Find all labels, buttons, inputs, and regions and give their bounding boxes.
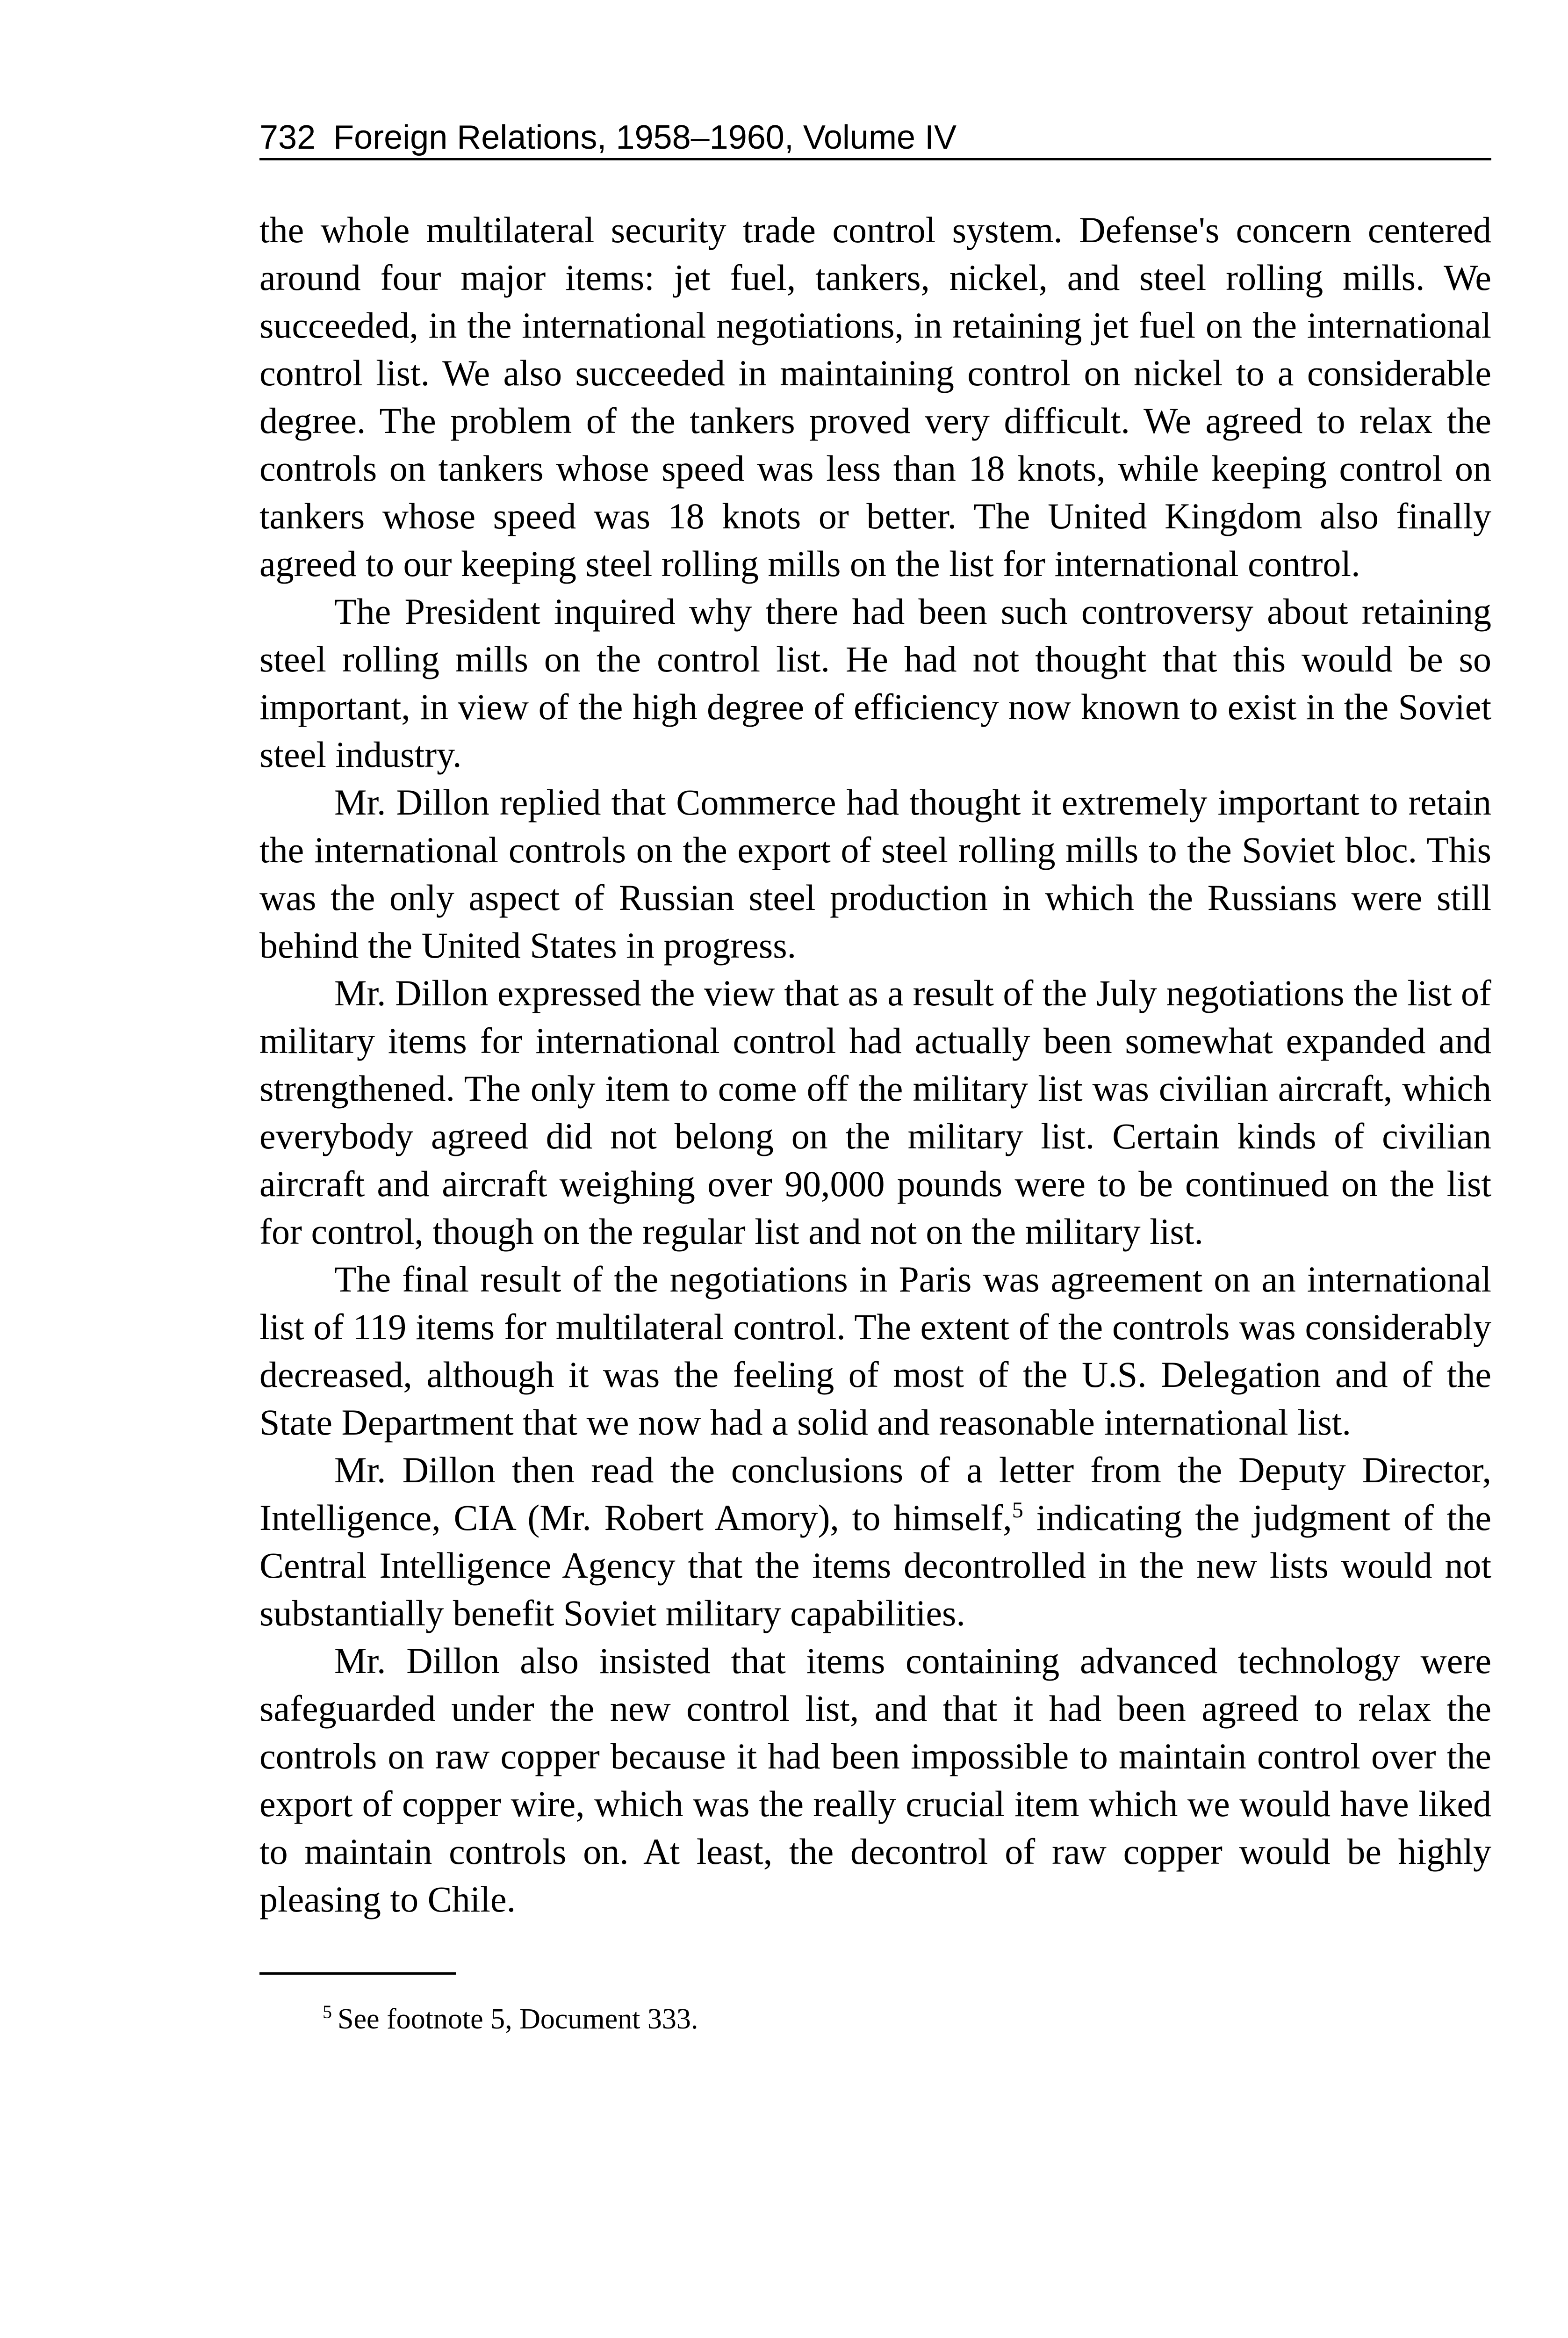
body-text bbox=[259, 206, 1491, 1923]
paragraph-military-list: Mr. Dillon expressed the view that as a result of the July negotiations the list of military items for international control had actually been somewhat expanded and strengthened. The only item to come off the military list was civilian aircraft, which everybody agreed did not belong on the military list. Certain kinds of civilian aircraft and aircraft weighing over 90,000 pounds were to be continued on the list for control, though on the regular list and not on the military list. bbox=[259, 973, 1491, 1252]
paragraph-dillon-reply: Mr. Dillon replied that Commerce had thought it extremely important to retain the international controls on the export of steel rolling mills to the Soviet bloc. This was the only aspect of Russian steel production in which the Russians were still behind the United States in progress. bbox=[259, 782, 1491, 966]
footnote-reference: 5 bbox=[1012, 1498, 1023, 1523]
paragraph-technology-copper: Mr. Dillon also insisted that items containing advanced technology were safeguarded under the new control list, and that it had been agreed to relax the controls on raw copper because it had been impossible to maintain control over the export of copper wire, which was the really crucial item which we would have liked to maintain controls on. At least, the decontrol of raw copper would be highly pleasing to Chile. bbox=[259, 1640, 1491, 1919]
footnote bbox=[259, 2000, 1491, 2038]
amory-text-before: Mr. Dillon then read the conclusions of a letter from the Deputy Director, Intelligence, CIA (Mr. Robert Amory), to himself, bbox=[259, 1450, 1491, 1538]
page-number: 732 bbox=[259, 119, 316, 156]
footnote-divider bbox=[259, 1972, 456, 1975]
paragraph-paris-result: The final result of the negotiations in Paris was agreement on an international list of 119 items for multilateral control. The extent of the controls was considerably decreased, although it was the feeling of most of the U.S. Delegation and of the State Department that we now had a solid and reasonable international list. bbox=[259, 1259, 1491, 1443]
footnote-marker: 5 bbox=[323, 2001, 332, 2023]
paragraph-amory-letter bbox=[259, 1446, 1491, 1637]
amory-text-after: indicating the judgment of the Central Intelligence Agency that the items decontrolled in the new lists would not substantially benefit Soviet military capabilities. bbox=[259, 1497, 1492, 1633]
running-header bbox=[259, 94, 1491, 160]
paragraph-continued: the whole multilateral security trade control system. Defense's concern centered around four major items: jet fuel, tankers, nickel, and steel rolling mills. We succeeded, in the international negotiations, in retaining jet fuel on the international control list. We also succeeded in maintaining control on nickel to a considerable degree. The problem of the tankers proved very difficult. We agreed to relax the controls on tankers whose speed was less than 18 knots, while keeping control on tankers whose speed was 18 knots or better. The United Kingdom also finally agreed to our keeping steel rolling mills on the list for international control. bbox=[259, 209, 1491, 584]
document-page bbox=[259, 94, 1491, 2338]
running-title: Foreign Relations, 1958–1960, Volume IV bbox=[333, 119, 957, 156]
paragraph-president-inquiry: The President inquired why there had been such controversy about retaining steel rolling mills on the control list. He had not thought that this would be so important, in view of the high degree of efficiency now known to exist in the Soviet steel industry. bbox=[259, 591, 1491, 775]
footnote-text: See footnote 5, Document 333. bbox=[338, 2003, 698, 2035]
